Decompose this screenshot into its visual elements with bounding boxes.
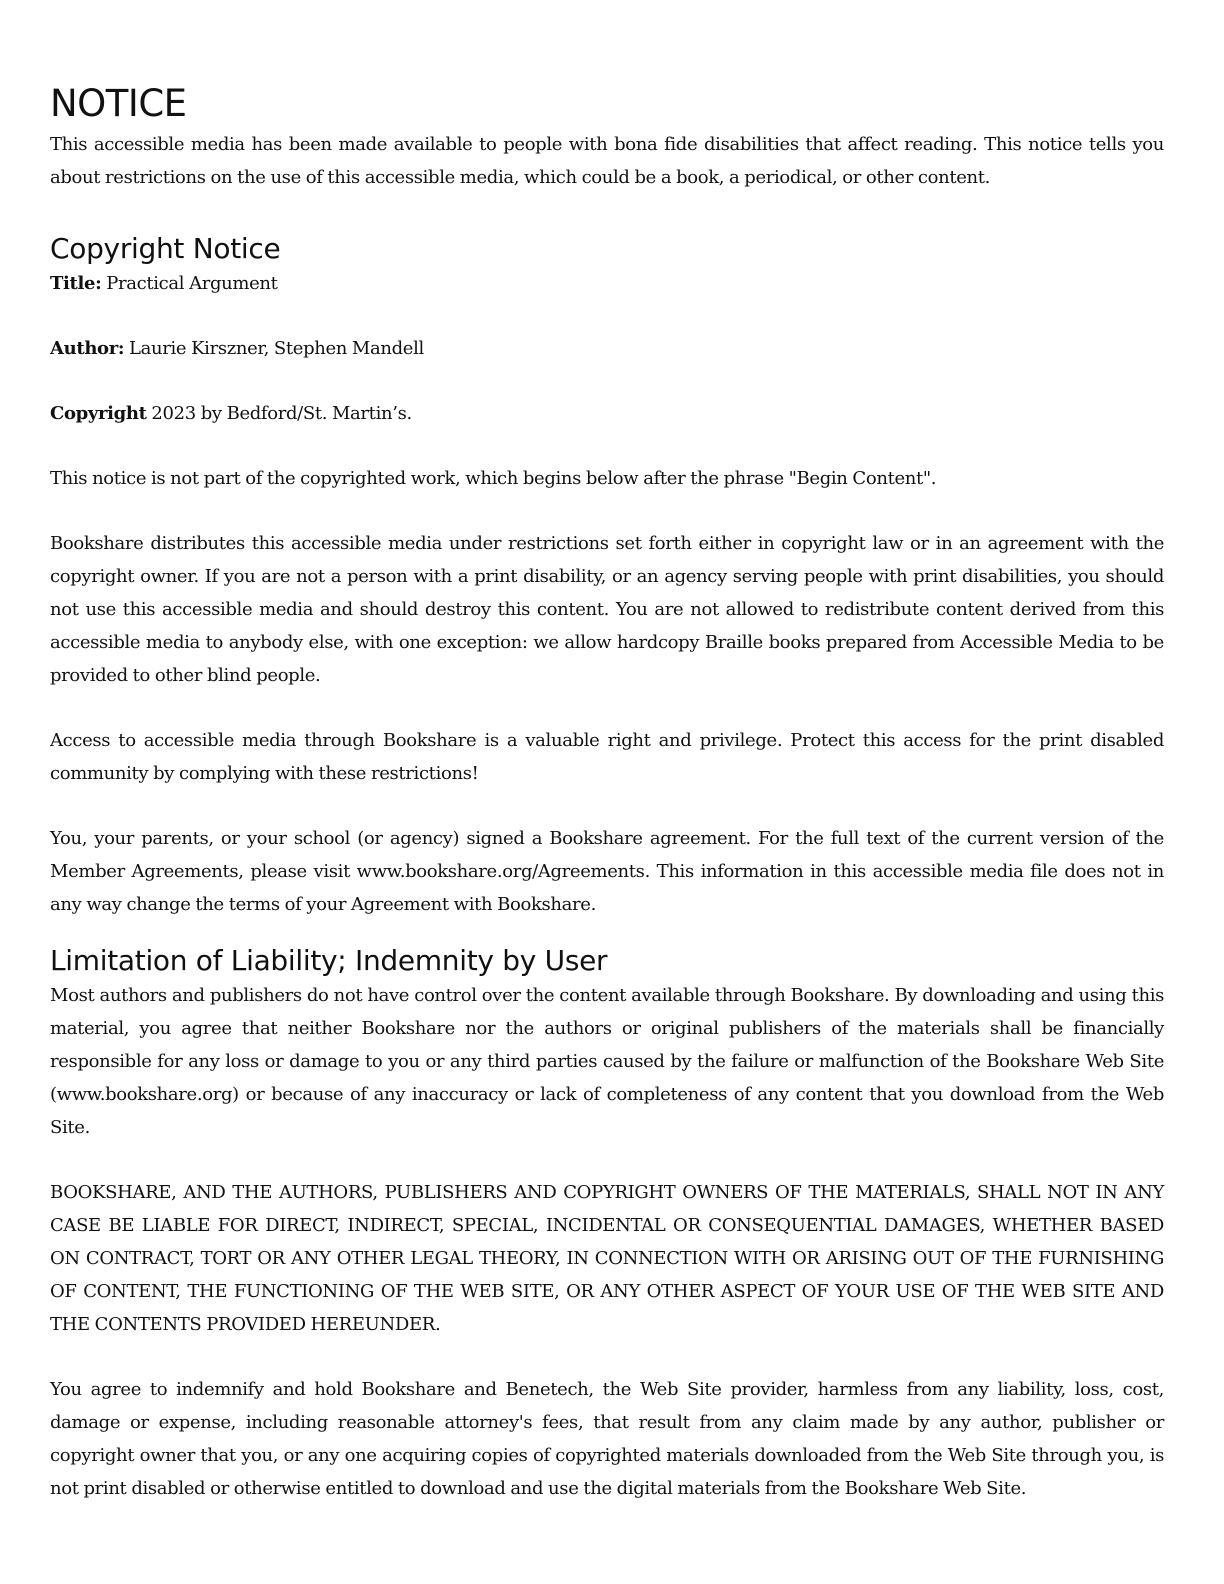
author-value: Laurie Kirszner, Stephen Mandell bbox=[129, 338, 424, 359]
agreement-paragraph: You, your parents, or your school (or agency) signed a Bookshare agreement. For the full text of the current version of the Member Agreements, please visit www.bookshare.org/Agreements. This information in this accessible media file does not in any way change the terms of your Agreement with Bookshare. bbox=[50, 828, 1164, 915]
author-line bbox=[50, 332, 1164, 365]
notice-intro-paragraph: This accessible media has been made available to people with bona fide disabilities that affect reading. This notice tells you about restrictions on the use of this accessible media, which could be a book, a periodical, or other content. bbox=[50, 134, 1164, 188]
access-paragraph: Access to accessible media through Bookshare is a valuable right and privilege. Protect this access for the print disabled community by complying with these restrictions! bbox=[50, 730, 1164, 784]
title-line bbox=[50, 267, 1164, 300]
liability-paragraph-2: BOOKSHARE, AND THE AUTHORS, PUBLISHERS AND COPYRIGHT OWNERS OF THE MATERIALS, SHALL NOT IN ANY CASE BE LIABLE FOR DIRECT, INDIRECT, SPECIAL, INCIDENTAL OR CONSEQUENTIAL DAMAGES, WHETHER BASED ON CONTRACT, TORT OR ANY OTHER LEGAL THEORY, IN CONNECTION WITH OR ARISING OUT OF THE FURNISHING OF CONTENT, THE FUNCTIONING OF THE WEB SITE, OR ANY OTHER ASPECT OF YOUR USE OF THE WEB SITE AND THE CONTENTS PROVIDED HEREUNDER. bbox=[50, 1182, 1164, 1335]
distribution-paragraph: Bookshare distributes this accessible media under restrictions set forth either in copyright law or in an agreement with the copyright owner. If you are not a person with a print disability, or an agency serving people with print disabilities, you should not use this accessible media and should destroy this content. You are not allowed to redistribute content derived from this accessible media to anybody else, with one exception: we allow hardcopy Braille books prepared from Accessible Media to be provided to other blind people. bbox=[50, 533, 1164, 686]
author-label: Author: bbox=[50, 338, 125, 359]
document-page bbox=[50, 80, 1164, 1505]
copyright-notice-heading: Copyright Notice bbox=[50, 232, 281, 265]
notice-title: NOTICE bbox=[50, 82, 187, 125]
title-value: Practical Argument bbox=[106, 273, 278, 294]
copyright-value: 2023 by Bedford/St. Martin’s. bbox=[151, 403, 412, 424]
not-part-paragraph: This notice is not part of the copyrighted work, which begins below after the phrase "Begin Content". bbox=[50, 468, 937, 489]
copyright-line bbox=[50, 397, 1164, 430]
liability-heading: Limitation of Liability; Indemnity by User bbox=[50, 944, 608, 977]
liability-paragraph-1: Most authors and publishers do not have control over the content available through Bookshare. By downloading and using this material, you agree that neither Bookshare nor the authors or original publishers of the materials shall be financially responsible for any loss or damage to you or any third parties caused by the failure or malfunction of the Bookshare Web Site (www.bookshare.org) or because of any inaccuracy or lack of completeness of any content that you download from the Web Site. bbox=[50, 985, 1164, 1138]
indemnity-paragraph: You agree to indemnify and hold Bookshare and Benetech, the Web Site provider, harmless from any liability, loss, cost, damage or expense, including reasonable attorney's fees, that result from any claim made by any author, publisher or copyright owner that you, or any one acquiring copies of copyrighted materials downloaded from the Web Site through you, is not print disabled or otherwise entitled to download and use the digital materials from the Bookshare Web Site. bbox=[50, 1379, 1164, 1499]
title-label: Title: bbox=[50, 273, 102, 294]
copyright-label: Copyright bbox=[50, 403, 147, 424]
